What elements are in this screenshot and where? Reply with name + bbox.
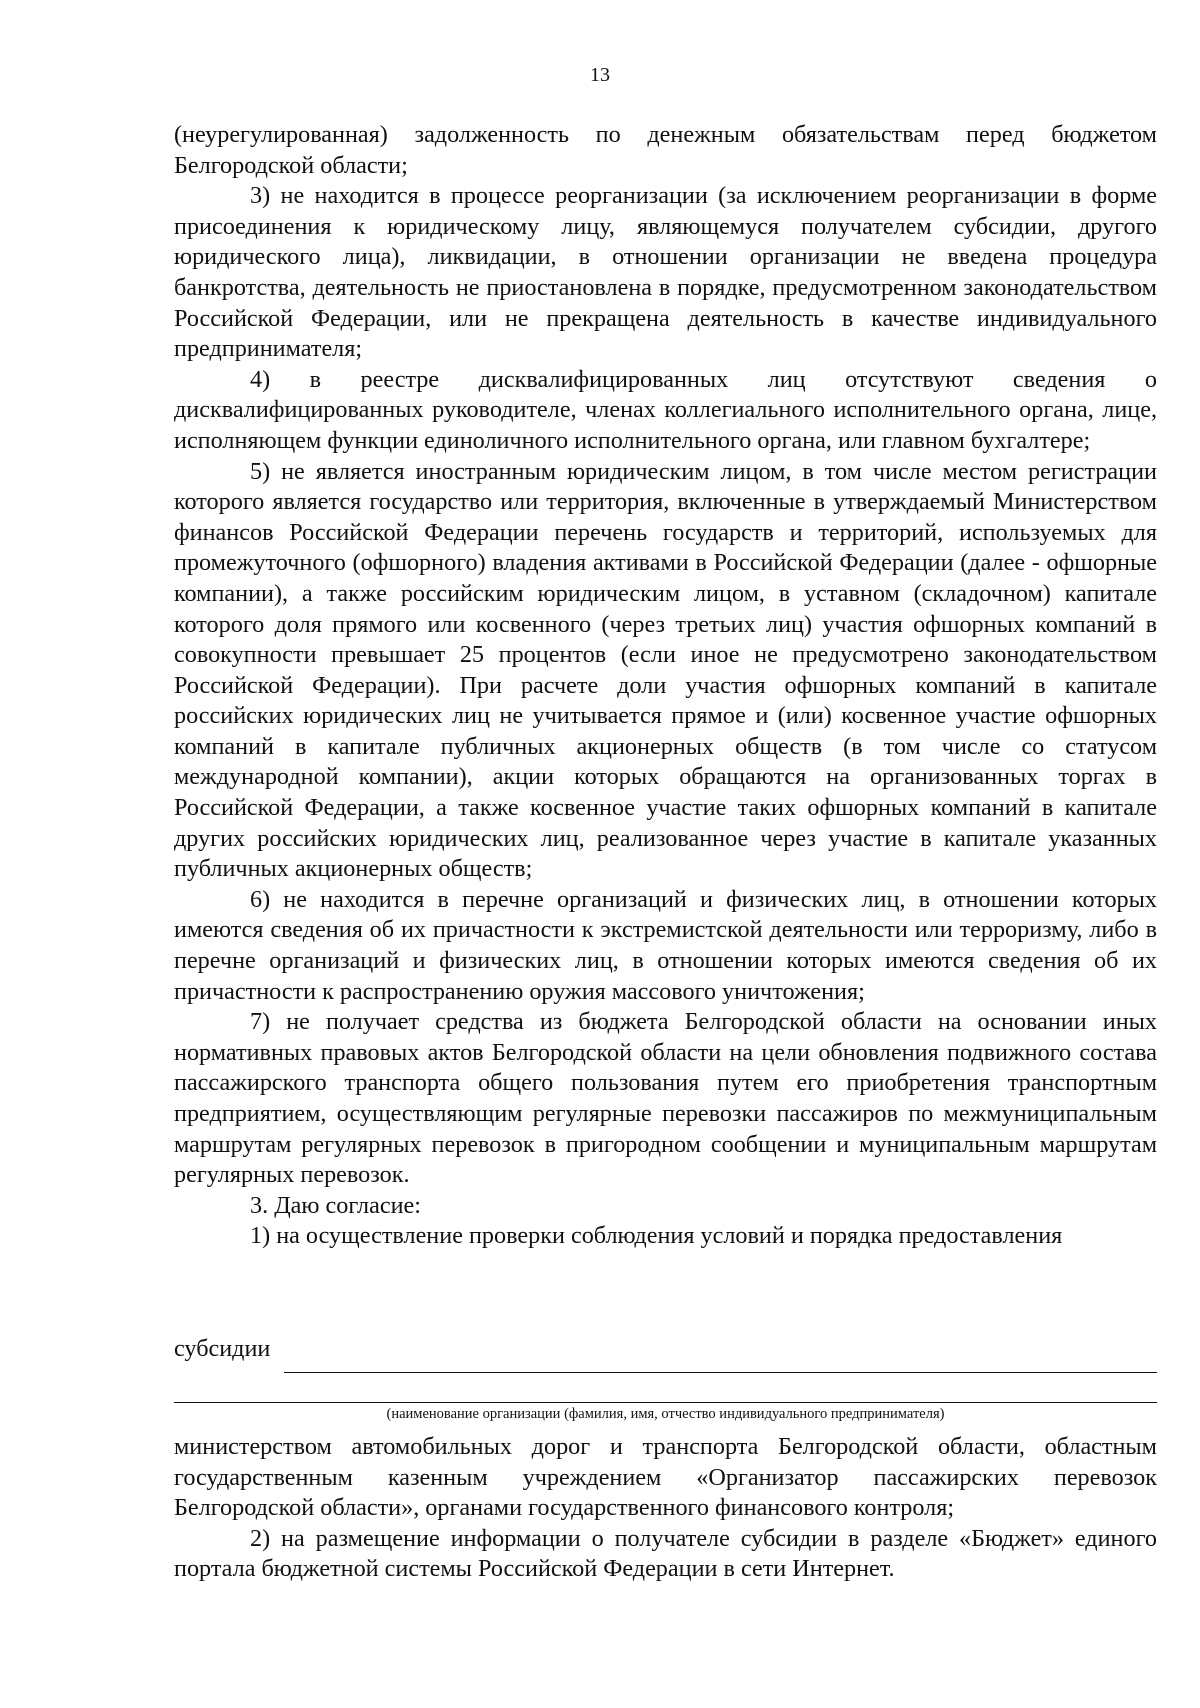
subsidy-label: субсидии [174,1335,271,1362]
paragraph-item-6: 6) не находится в перечне организаций и физических лиц, в отношении которых имеются сведения об их причастности к экстремистской деятельности или терроризму, либо в перечне организаций и физических лиц, в отношении которых имеются сведения об их причастности к распространению оружия массового уничтожения; [174,885,1157,1005]
paragraph-consent-1: 1) на осуществление проверки соблюдения условий и порядка предоставления [250,1222,1063,1250]
closing-text [174,1432,1157,1585]
organization-name-fill-line [284,1372,1157,1373]
paragraph-item-4: 4) в реестре дисквалифицированных лиц отсутствуют сведения о дисквалифицированных руководителе, членах коллегиального исполнительного органа, лице, исполняющем функции единоличного исполнительного органа, или главном бухгалтере; [174,365,1157,454]
section-3-heading: 3. Даю согласие: [250,1191,422,1219]
page-number: 13 [590,64,610,86]
organization-name-line [174,1402,1157,1403]
paragraph-item-3: 3) не находится в процессе реорганизации (за исключением реорганизации в форме присоединения к юридическому лицу, являющемуся получателем субсидии, другого юридического лица), ликвидации, в отношении организации не введена процедура банкротства, деятельность не приостановлена в порядке, предусмотренном законодательством Российской Федерации, или не прекращена деятельность в качестве индивидуального предпринимателя; [174,182,1157,363]
paragraph-item-7: 7) не получает средства из бюджета Белгородской области на основании иных нормативных правовых актов Белгородской области на цели обновления подвижного состава пассажирского транспорта общего пользования путем его приобретения транспортным предприятием, осуществляющим регулярные перевозки пассажиров по межмуниципальным маршрутам регулярных перевозок в пригородном сообщении и муниципальным маршрутам регулярных перевозок. [174,1008,1157,1189]
field-caption: (наименование организации (фамилия, имя, отчество индивидуального предпринимателя) [386,1406,945,1422]
subsidy-line [174,1334,1157,1365]
paragraph-debt-continuation: (неурегулированная) задолженность по денежным обязательствам перед бюджетом Белгородской области; [174,121,1157,179]
paragraph-consent-2: 2) на размещение информации о получателе субсидии в разделе «Бюджет» единого портала бюджетной системы Российской Федерации в сети Интернет. [174,1524,1157,1583]
main-text [174,120,1157,1252]
paragraph-consent-1-continuation: министерством автомобильных дорог и транспорта Белгородской области, областным государственным казенным учреждением «Организатор пассажирских перевозок Белгородской области», органами государственного финансового контроля; [174,1433,1157,1522]
paragraph-item-5: 5) не является иностранным юридическим лицом, в том числе местом регистрации которого является государство или территория, включенные в утверждаемый Министерством финансов Российской Федерации перечень государств и территорий, используемых для промежуточного (офшорного) владения активами в Российской Федерации (далее - офшорные компании), а также российским юридическим лицом, в уставном (складочном) капитале которого доля прямого или косвенного (через третьих лиц) участия офшорных компаний в совокупности превышает 25 процентов (если иное не предусмотрено законодательством Российской Федерации). При расчете доли участия офшорных компаний в капитале российских юридических лиц не учитывается прямое и (или) косвенное участие офшорных компаний в капитале публичных акционерных обществ (в том числе со статусом международной компании), акции которых обращаются на организованных торгах в Российской Федерации, а также косвенное участие таких офшорных компаний в капитале других российских юридических лиц, реализованное через участие в капитале указанных публичных акционерных обществ; [174,457,1157,883]
